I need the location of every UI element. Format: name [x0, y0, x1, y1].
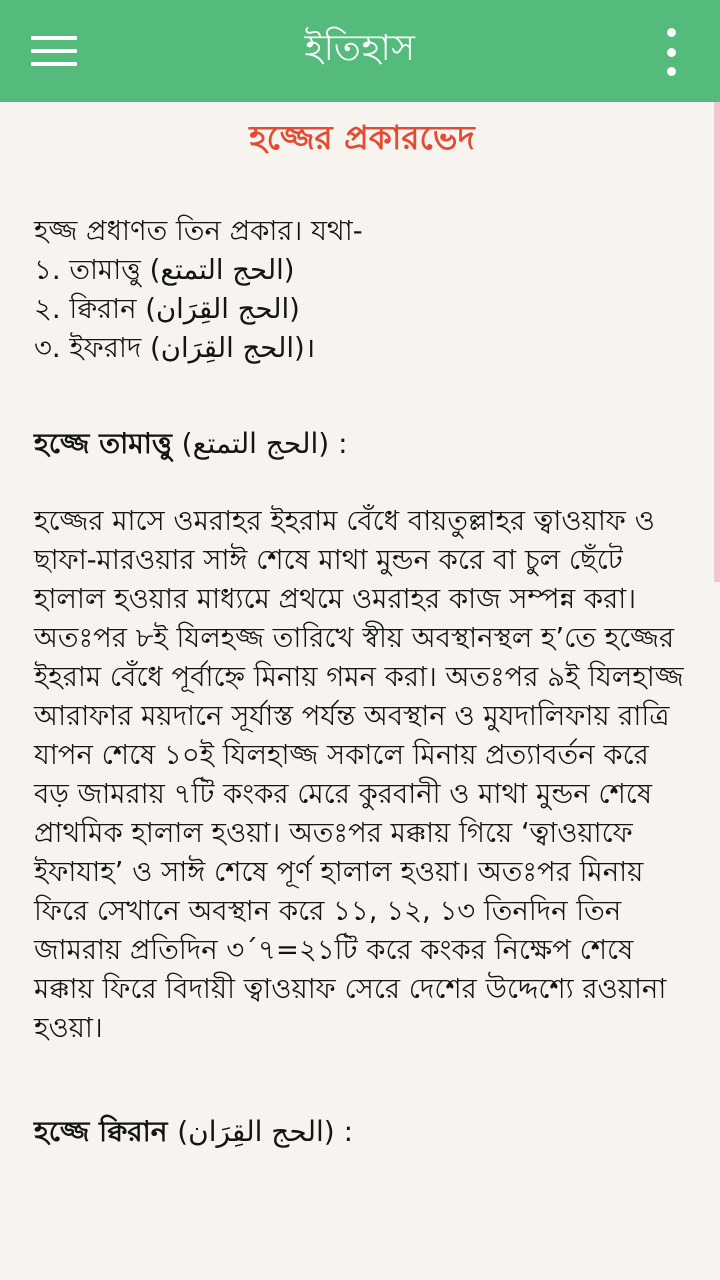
section-heading-qiran: [34, 1112, 690, 1152]
hajj-types-list: [34, 212, 690, 368]
section-heading-tamattu: [34, 424, 690, 464]
list-item-tamattu: ১. তামাত্তু (الحج التمتع): [34, 254, 295, 286]
section-body-tamattu: হজ্জের মাসে ওমরাহর ইহরাম বেঁধে বায়তুল্লাহর ত্বাওয়াফ ও ছাফা-মারওয়ার সাঈ শেষে মাথা মুন্ডন করে বা চুল ছেঁটে হালাল হওয়ার মাধ্যমে প্রথমে ওমরাহর কাজ সম্পন্ন করা। অতঃপর ৮ই যিলহজ্জ তারিখে স্বীয় অবস্থানস্থল হ’তে হজ্জের ইহরাম বেঁধে পূর্বাহ্নে মিনায় গমন করা। অতঃপর ৯ই যিলহাজ্জ আরাফার ময়দানে সূর্যাস্ত পর্যন্ত অবস্থান ও মুযদালিফায় রাত্রি যাপন শেষে ১০ই যিলহাজ্জ সকালে মিনায় প্রত্যাবর্তন করে বড় জামরায় ৭টি কংকর মেরে কুরবানী ও মাথা মুন্ডন শেষে প্রাথমিক হালাল হওয়া। অতঃপর মক্কায় গিয়ে ‘ত্বাওয়াফে ইফাযাহ’ ও সাঈ শেষে পূর্ণ হালাল হওয়া। অতঃপর মিনায় ফিরে সেখানে অবস্থান করে ১১, ১২, ১৩ তিনদিন তিন জামরায় প্রতিদিন ৩´৭=২১টি করে কংকর নিক্ষেপ শেষে মক্কায় ফিরে বিদায়ী ত্বাওয়াফ সেরে দেশের উদ্দেশ্যে রওয়ানা হওয়া।: [34, 505, 684, 1044]
overflow-dot: [667, 67, 676, 76]
article-content[interactable]: [0, 102, 720, 1280]
menu-bar-line: [31, 62, 77, 66]
overflow-dot: [667, 28, 676, 37]
list-item-qiran: ২. ক্বিরান (الحج القِرَان): [34, 293, 300, 325]
scrollbar[interactable]: [714, 102, 720, 582]
overflow-dot: [667, 48, 676, 57]
menu-bar-line: [31, 49, 77, 53]
section-title: হজ্জে তামাত্তু: [34, 427, 172, 460]
app-title: ইতিহাস: [304, 28, 416, 69]
menu-bar-line: [31, 36, 77, 40]
more-vertical-icon[interactable]: [656, 28, 686, 76]
section-title: হজ্জে ক্বিরান: [34, 1115, 168, 1148]
section-arabic: (الحج القِرَان) :: [177, 1115, 354, 1148]
intro-text: হজ্জ প্রধাণত তিন প্রকার। যথা-: [34, 215, 363, 247]
section-arabic: (الحج التمتع) :: [181, 427, 348, 460]
hamburger-menu-icon[interactable]: [24, 26, 84, 76]
list-item-ifrad: ৩. ইফরাদ (الحج القِرَان)।: [34, 332, 316, 364]
page-title: হজ্জের প্রকারভেদ: [249, 118, 475, 157]
app-bar: [0, 0, 720, 102]
